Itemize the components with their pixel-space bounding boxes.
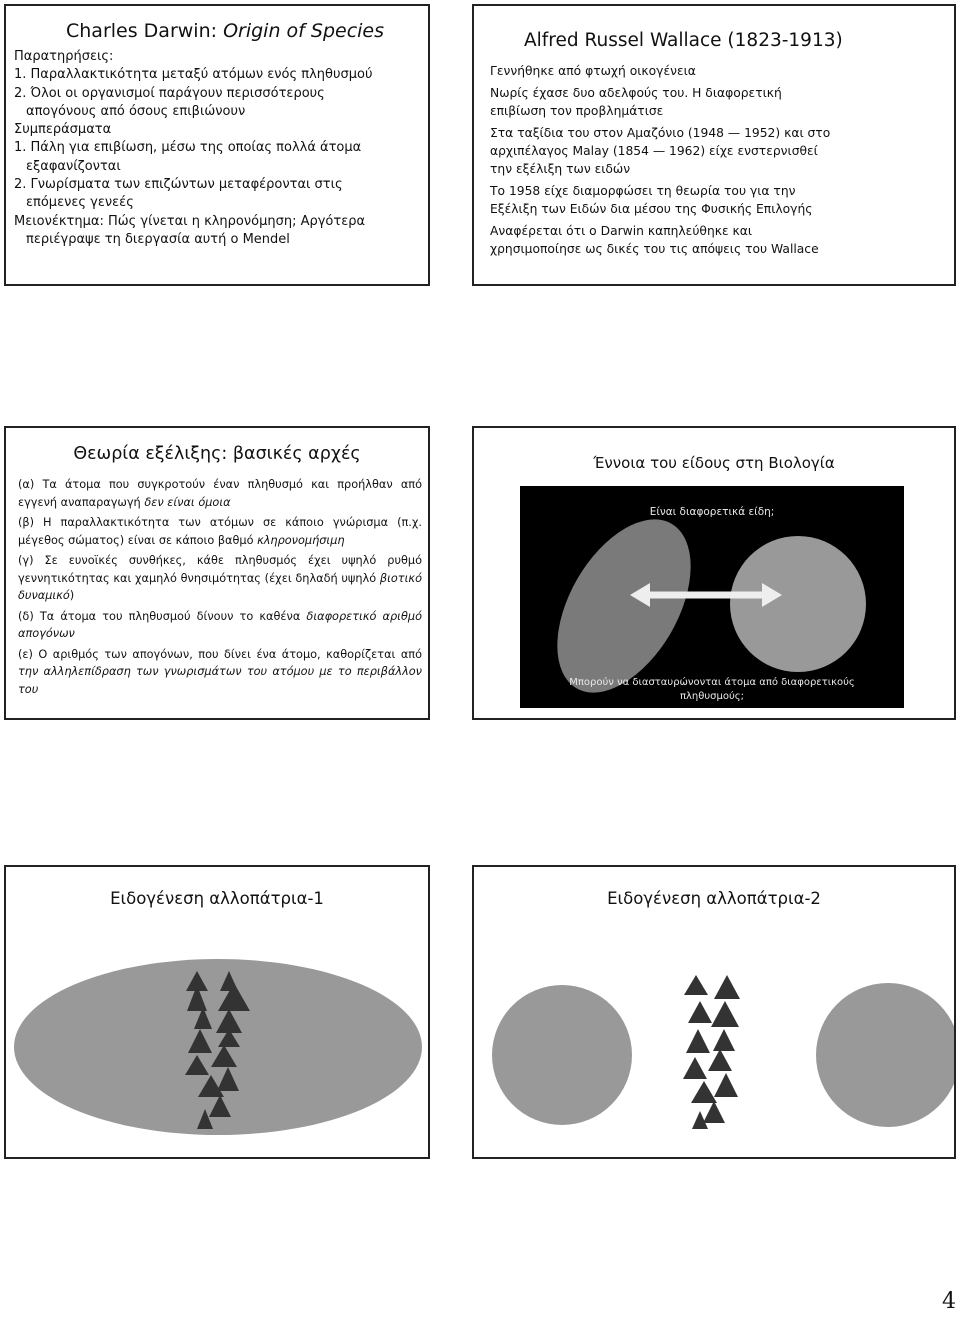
text-line: Συμπεράσματα [14,122,112,138]
triangle-individual [714,1073,738,1097]
text-line: εξαφανίζονται [26,158,121,174]
triangle-individual [711,1001,739,1027]
text-line: περιέγραψε τη διεργασία αυτή ο Mendel [26,231,290,247]
text-line: Γεννήθηκε από φτωχή οικογένεια [490,64,696,78]
text-line: Νωρίς έχασε δυο αδελφούς του. Η διαφορετική [490,86,782,100]
slide-allopatric-2 [472,865,956,1159]
population-circle-left [492,985,632,1125]
slide-body [18,476,422,701]
triangle-individual [708,1049,732,1071]
text-line: 2. Γνωρίσματα των επιζώντων μεταφέρονται στις [14,177,343,193]
text-line: Το 1958 είχε διαμορφώσει τη θεωρία του για την [490,184,796,198]
triangle-individual [686,1029,710,1053]
text-line: Αναφέρεται ότι ο Darwin καπηλεύθηκε και [490,224,753,238]
text-line: χρησιμοποίησε ως δικές του τις απόψεις του Wallace [490,242,819,256]
triangle-individual [714,975,740,999]
page-number: 4 [942,1289,956,1314]
figure-caption-bottom: Μπορούν να διασταυρώνονται άτομα από διαφορετικούς πληθυσμούς; [569,677,855,702]
text-line: επιβίωση τον προβλημάτισε [490,104,664,118]
population-circle-right [816,983,954,1127]
slide-body [14,48,424,249]
slide-body [490,62,950,258]
species-figure [520,486,904,708]
triangle-individual [683,1057,707,1079]
slide-title: Charles Darwin: Origin of Species [66,20,385,42]
slide-title: Ειδογένεση αλλοπάτρια-2 [607,889,821,908]
principle-b: (β) Η παραλλακτικότητα των ατόμων σε κάποιο γνώρισμα (π.χ. μέγεθος σώματος) είναι σε κάποιο βαθμό κληρονομήσιμη [18,516,422,547]
species-illustration [520,486,904,708]
triangle-individual [691,1081,717,1103]
text-line: επόμενες γενεές [26,195,134,211]
slide-title: Θεωρία εξέλιξης: βασικές αρχές [73,444,361,464]
text-line: Παρατηρήσεις: [14,49,114,64]
text-line: 2. Όλοι οι οργανισμοί παράγουν περισσότερους [14,85,325,101]
triangle-individual [703,1101,725,1123]
slide-evolution-principles [4,426,430,720]
triangle-individual [713,1029,735,1051]
principle-e: (ε) Ο αριθμός των απογόνων, που δίνει ένα άτομο, καθορίζεται από την αλληλεπίδραση των γνωρισμάτων του ατόμου με το περιβάλλον του [18,647,422,696]
slide-title: Alfred Russel Wallace (1823-1913) [524,30,843,51]
allopatric-2-figure [474,867,954,1157]
text-line: αρχιπέλαγος Malay (1854 — 1962) είχε ενστερνισθεί [490,144,818,158]
principle-c: (γ) Σε ευνοϊκές συνθήκες, κάθε πληθυσμός έχει υψηλό ρυθμό γεννητικότητας και χαμηλό θνησιμότητας (έχει δηλαδή υψηλό βιοτικό δυναμικό) [18,554,422,602]
principle-a: (α) Τα άτομα που συγκροτούν έναν πληθυσμό και προήλθαν από εγγενή αναπαραγωγή δεν είναι όμοια [18,478,422,509]
slide-wallace [472,4,956,286]
text-line: Μειονέκτημα: Πώς γίνεται η κληρονόμηση; Αργότερα [14,213,366,229]
slide-allopatric-1 [4,865,430,1159]
triangle-individual [688,1001,712,1023]
principle-d: (δ) Τα άτομα του πληθυσμού δίνουν το καθένα διαφορετικό αριθμό απογόνων [18,609,422,640]
circle-population [730,536,866,672]
text-line: την εξέλιξη των ειδών [490,162,631,176]
text-line: απογόνους από όσους επιβιώνουν [26,103,246,119]
text-line: Στα ταξίδια του στον Αμαζόνιο (1948 — 1952) και στο [490,126,831,140]
slide-species-concept [472,426,956,720]
slide-darwin [4,4,430,286]
text-line: 1. Πάλη για επιβίωση, μέσω της οποίας πολλά άτομα [14,140,362,156]
slide-title: Έννοια του είδους στη Βιολογία [593,454,835,472]
text-line: 1. Παραλλακτικότητα μεταξύ ατόμων ενός πληθυσμού [14,67,373,83]
slide-title: Ειδογένεση αλλοπάτρια-1 [110,889,324,908]
figure-caption-top: Είναι διαφορετικά είδη; [649,506,775,518]
allopatric-1-figure [6,867,428,1157]
text-line: Εξέλιξη των Ειδών δια μέσου της Φυσικής Επιλογής [490,202,813,216]
triangle-individual [684,975,708,995]
